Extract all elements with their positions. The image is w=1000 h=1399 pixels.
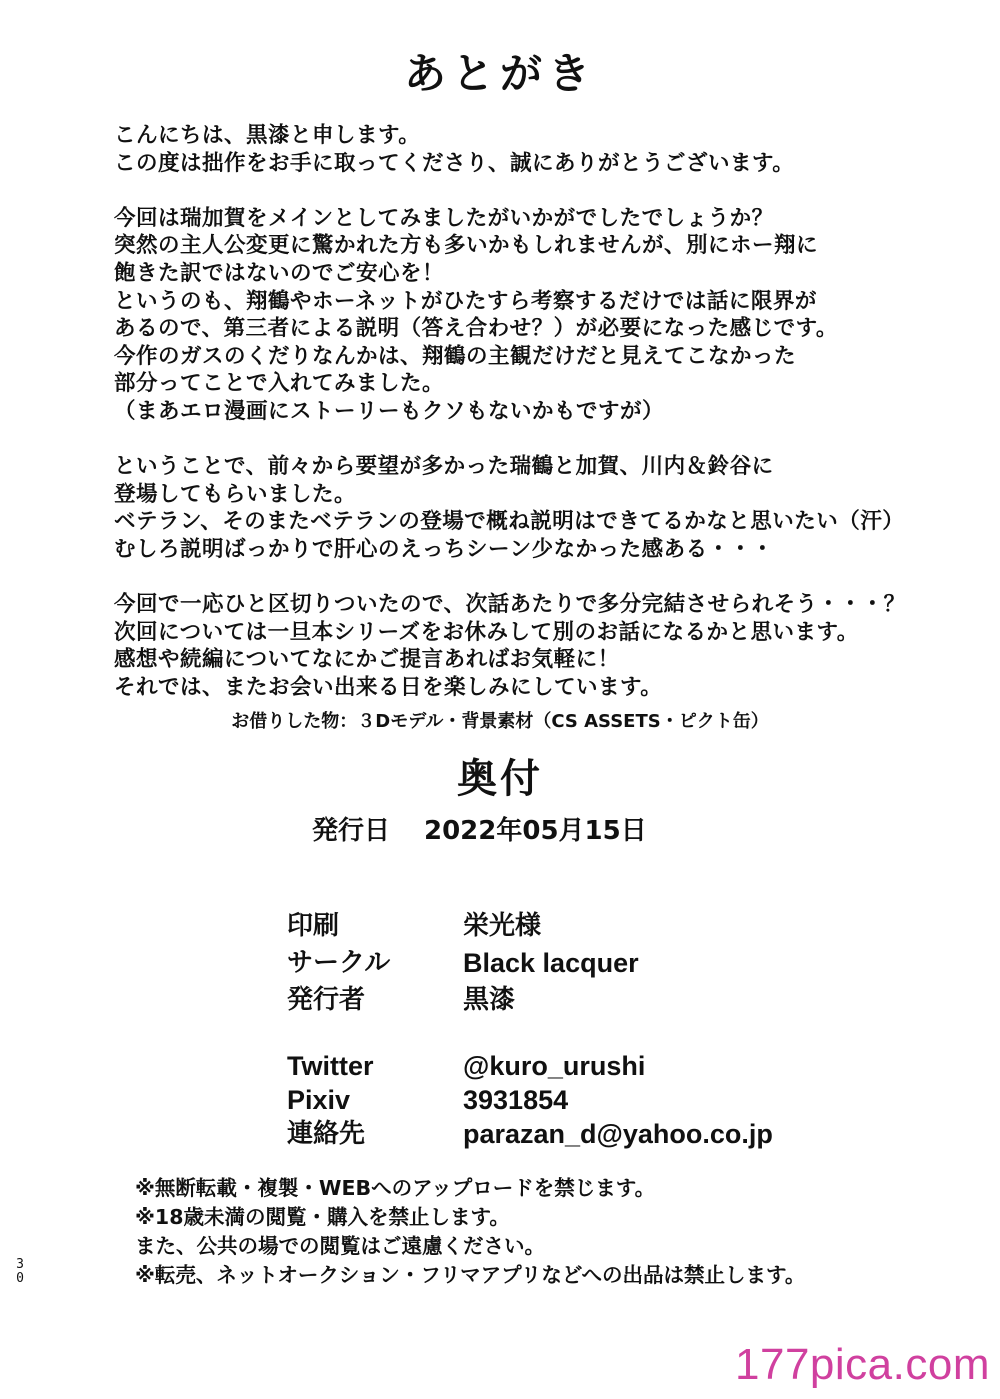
notices [135, 1174, 875, 1290]
afterword-line: ベテラン、そのまたベテランの登場で概ね説明はできてるかなと思いたい（汗） [114, 509, 905, 535]
publisher-label: 発行者 [287, 985, 366, 1015]
page-number-digit: 3 [16, 1257, 24, 1272]
publish-date [312, 814, 647, 848]
printer-value: 栄光様 [463, 911, 542, 941]
afterword-line: 次回については一旦本シリーズをお休みして別のお話になるかと思います。 [114, 619, 859, 645]
twitter-handle: @kuro_urushi [463, 1051, 646, 1081]
contact-email: parazan_d@yahoo.co.jp [463, 1119, 773, 1149]
notice-line: ※18歳未満の閲覧・購入を禁止します。 [135, 1205, 510, 1229]
afterword-title: あとがき [403, 49, 596, 98]
twitter-row [287, 1049, 847, 1083]
publish-date-value: 2022年05月15日 [424, 816, 647, 846]
afterword-line: （まあエロ漫画にストーリーもクソもないかもですが） [114, 398, 665, 424]
notice-line: ※無断転載・複製・WEBへのアップロードを禁じます。 [135, 1176, 656, 1200]
afterword-blank-line [114, 564, 914, 592]
printer-row [287, 908, 847, 945]
watermark: 177pica.com [735, 1340, 990, 1389]
afterword-line: 今回は瑞加賀をメインとしてみましたがいかがでしたでしょうか？ [114, 205, 774, 231]
afterword-line: 部分ってことで入れてみました。 [114, 371, 445, 397]
afterword-line: 感想や続編についてなにかご提言あればお気軽に！ [114, 647, 620, 673]
afterword-line: 飽きた訳ではないのでご安心を！ [114, 260, 445, 286]
afterword-blank-line [114, 426, 914, 454]
afterword-body [114, 122, 914, 701]
credits-line: お借りした物：３Dモデル・背景素材（CS ASSETS・ピクト缶） [231, 711, 769, 732]
afterword-line: 突然の主人公変更に驚かれた方も多いかもしれませんが、別にホー翔に [114, 233, 819, 259]
afterword-line: あるので、第三者による説明（答え合わせ？）が必要になった感じです。 [114, 316, 838, 342]
afterword-line: 今作のガスのくだりなんかは、翔鶴の主観だけだと見えてこなかった [114, 343, 797, 369]
contact-row [287, 1117, 847, 1151]
circle-value: Black lacquer [463, 948, 639, 978]
publish-date-label: 発行日 [312, 816, 391, 846]
notice-line: また、公共の場での閲覧はご遠慮ください。 [135, 1234, 545, 1258]
afterword-line: ということで、前々から要望が多かった瑞鶴と加賀、川内＆鈴谷に [114, 454, 774, 480]
afterword-line: それでは、またお会い出来る日を楽しみにしています。 [114, 674, 663, 700]
circle-label: サークル [287, 948, 391, 978]
afterword-line: 登場してもらいました。 [114, 481, 357, 507]
colophon-info-table [287, 908, 847, 1151]
colophon-title: 奥付 [457, 756, 543, 802]
afterword-blank-line [114, 177, 914, 205]
afterword-line: こんにちは、黒漆と申します。 [114, 123, 421, 148]
page-number-digit: 0 [16, 1271, 24, 1286]
circle-row [287, 945, 847, 982]
afterword-line: 今回で一応ひと区切りついたので、次話あたりで多分完結させられそう・・・？ [114, 592, 906, 618]
afterword-line: というのも、翔鶴やホーネットがひたすら考察するだけでは話に限界が [114, 288, 817, 314]
printer-label: 印刷 [287, 911, 340, 941]
afterword-line: むしろ説明ばっかりで肝心のえっちシーン少なかった感ある・・・ [114, 536, 774, 562]
publisher-row [287, 982, 847, 1019]
publisher-value: 黒漆 [463, 985, 516, 1015]
notice-line: ※転売、ネットオークション・フリマアプリなどへの出品は禁止します。 [135, 1263, 806, 1287]
twitter-label: Twitter [287, 1051, 374, 1081]
afterword-line: この度は拙作をお手に取ってくださり、誠にありがとうございます。 [114, 150, 795, 176]
pixiv-label: Pixiv [287, 1085, 351, 1115]
contact-label: 連絡先 [287, 1119, 366, 1149]
page-number [13, 1258, 27, 1286]
pixiv-id: 3931854 [463, 1085, 569, 1115]
pixiv-row [287, 1083, 847, 1117]
info-gap [287, 1019, 847, 1049]
